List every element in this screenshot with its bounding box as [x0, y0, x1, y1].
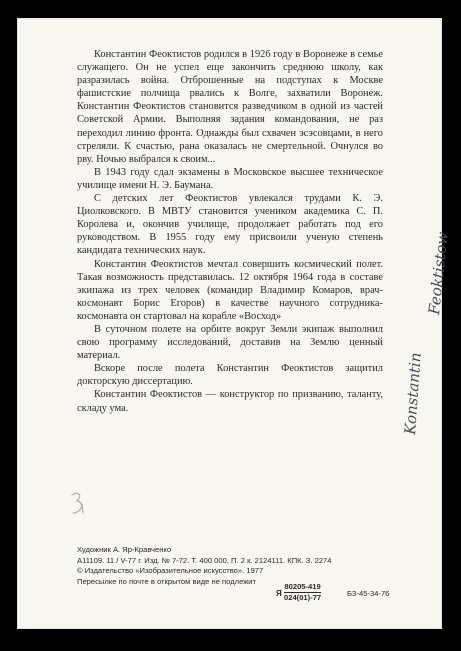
catalog-line: А11109. 11 / V-77 г. Изд. № 7-72. Т. 400 000. П. 2 к. 2124111. КПК. З. 2274 — [77, 555, 332, 565]
paragraph-birth: Константин Феоктистов родился в 1926 году в Воронеже в семье служащего. Он не успел еще закончить среднюю школу, как разразилась война. Отброшенные на подступах к Москве фашистские полчища рвались к Волге, захватили Воронеж. Константин Феоктистов становится разведчиком в одной из частей Советской Армии. Выполняя задания командования, не раз переходил линию фронта. Однажды был схвачен эсэсовцами, в него стреляли. К счастью, рана оказалась не смертельной. Очнулся во рву. Ночью выбрался к своим... — [77, 49, 383, 165]
price-letter: Я — [276, 589, 282, 598]
price-denominator: 024(01)-77 — [284, 593, 322, 602]
signature-line-1: Konstantin — [401, 351, 425, 436]
copyright-line: © Издательство «Изобразительное искусство». 1977 — [77, 566, 264, 576]
paragraph-orbit: В суточном полете на орбите вокруг Земли экипаж выполнил свою программу исследований, доставив на Землю ценный материал. — [77, 323, 383, 362]
artist-credit: Художник А. Яр-Кравченко — [77, 545, 172, 554]
postcard-back — [17, 18, 452, 629]
paragraph-korolev: С детских лет Феоктистов увлекался трудами К. Э. Циолковского. В МВТУ становится учеником академика С. П. Королева и, окончив училище, продолжает работать под его руководством. В 1955 году ему присвоили ученую степень кандидата технических наук. — [77, 193, 383, 257]
price-code: БЗ-45-34-76 — [347, 589, 390, 598]
paragraph-dissertation: Вскоре после полета Константин Феоктистов защитил докторскую диссертацию. — [77, 363, 383, 388]
biography-text — [77, 48, 383, 415]
mail-note: Пересылке по почте в открытом виде не подлежит — [77, 576, 257, 586]
publisher-imprint — [77, 545, 417, 587]
paragraph-flight: Константин Феоктистов мечтал совершить космический полет. Такая возможность представилась. 12 октября 1964 года в составе экипажа из трех человек (командир Владимир Комаров, врач-космонавт Борис Егоров) в качестве научного сотрудника-космонавта он стартовал на корабле «Восход» — [77, 258, 383, 322]
price-fraction — [284, 582, 321, 603]
signature-line-2: Feoktistow — [425, 230, 452, 316]
price-numerator: 80205-419 — [284, 582, 321, 591]
paragraph-education: В 1943 году сдал экзамены в Московское высшее техническое училище имени Н. Э. Баумана. — [77, 166, 383, 191]
paragraph-closing: Константин Феоктистов — конструктор по призванию, таланту, складу ума. — [77, 389, 383, 414]
pencil-mark — [69, 490, 89, 518]
handwritten-signature — [389, 153, 461, 436]
